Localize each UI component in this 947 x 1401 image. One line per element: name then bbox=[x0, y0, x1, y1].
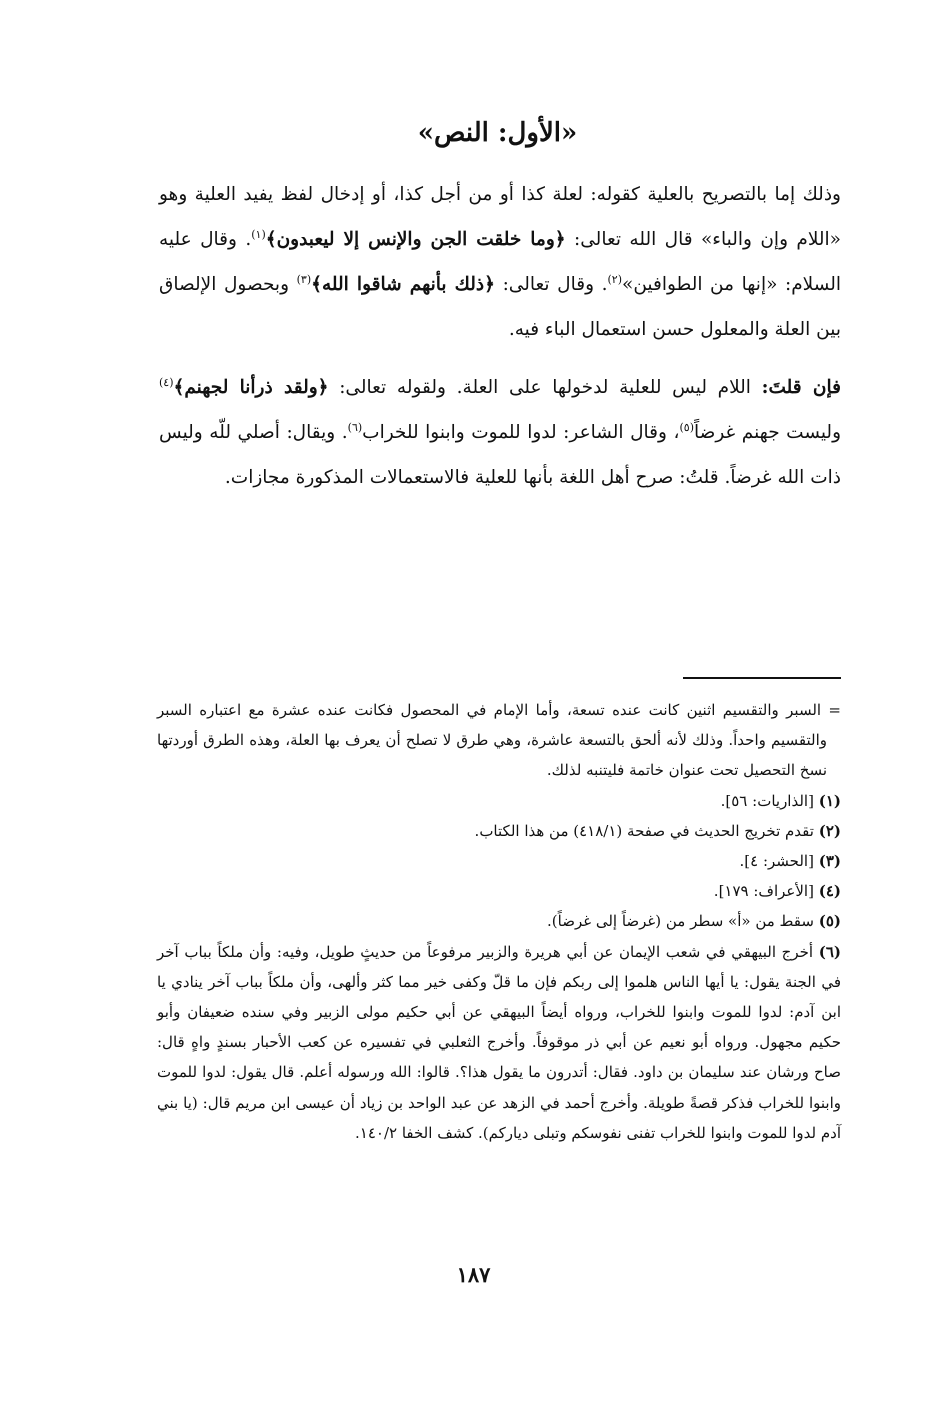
footnote-1 bbox=[157, 786, 841, 816]
footnote-number: (٥) bbox=[818, 912, 841, 931]
footnotes bbox=[157, 695, 841, 1148]
quran-verse: ﴿ذلك بأنهم شاقوا الله﴾ bbox=[311, 274, 495, 295]
text-segment: . وقال تعالى: bbox=[502, 274, 608, 295]
footnote-text: سقط من «أ» سطر من (غرضاً إلى غرضاً). bbox=[547, 912, 814, 931]
text-segment: ، وقال الشاعر: لدوا للموت وابنوا للخراب bbox=[362, 422, 680, 443]
text-segment: وليست جهنم غرضاً bbox=[694, 422, 842, 443]
footnote-text: [الأعراف: ١٧٩]. bbox=[713, 882, 814, 901]
page-number: ١٨٧ bbox=[456, 1262, 491, 1287]
footnote-ref: (٦) bbox=[347, 420, 363, 434]
footnote-divider bbox=[683, 677, 841, 679]
paragraph-2 bbox=[159, 365, 841, 500]
footnote-text: تقدم تخريج الحديث في صفحة (٤١٨/١) من هذا الكتاب. bbox=[474, 821, 814, 840]
footnote-ref: (٤) bbox=[159, 375, 174, 389]
footnote-number: (٦) bbox=[818, 942, 841, 961]
footnote-5 bbox=[157, 906, 841, 936]
text-segment: وبحصول الإلصاق بين العلة والمعلول حسن استعمال الباء فيه. bbox=[159, 274, 841, 340]
footnote-2 bbox=[157, 816, 841, 846]
main-text bbox=[159, 172, 841, 500]
footnote-number: (٣) bbox=[818, 852, 841, 871]
text-segment: وذلك إما بالتصريح بالعلية كقوله: لعلة كذا أو من أجل كذا، أو إدخال لفظ يفيد العلية وهو «اللام وإن والباء» قال الله تعالى: bbox=[159, 184, 841, 250]
footnote-ref: (١) bbox=[251, 227, 266, 241]
footnote-text: [الحشر: ٤]. bbox=[739, 852, 814, 871]
quran-verse: ﴿وما خلقت الجن والإنس إلا ليعبدون﴾ bbox=[265, 229, 566, 250]
text-segment: . ويقال: أصلي للّه وليس ذات الله غرضاً. قلتُ: صرح أهل اللغة بأنها للعلية فالاستعمالات المذكورة مجازات. bbox=[159, 422, 841, 488]
footnote-ref: (٥) bbox=[679, 420, 694, 434]
footnote-text: [الذاريات: ٥٦]. bbox=[720, 791, 814, 810]
footnote-number: (٢) bbox=[818, 821, 841, 840]
footnote-text: أخرج البيهقي في شعب الإيمان عن أبي هريرة والزبير مرفوعاً من حديثٍ طويل، وفيه: وأن ملكاً بباب آخر في الجنة يقول: يا أيها الناس هلموا إلى ربكم فإن ما قلّ وكفى خير مما كثر وألهى، وأن ملكاً بباب آخر ينادي يا ابن آدم: لدوا للموت وابنوا للخراب، ورواه أيضاً البيهقي عن أبي حكيم مولى الزبير وفي سنده ضعيفان وأبو حكيم مجهول. ورواه أبو نعيم عن أبي ذر موقوفاً. وأخرج الثعلبي في تفسيره عن كعب الأحبار بسندٍ واهٍ قال: صاح ورشان عند سليمان بن داود. فقال: أتدرون ما يقول هذا؟. قالوا: الله ورسوله أعلم. قال يقول: لدوا للموت وابنوا للخراب فذكر قصةً طويلة. وأخرج أحمد في الزهد عن عبد الواحد بن زياد أن عيسى ابن مريم قال: (يا بني آدم لدوا للموت وابنوا للخراب تفنى نفوسكم وتبلى دياركم). كشف الخفا ١٤٠/٢. bbox=[157, 942, 841, 1142]
footnote-continuation: = السبر والتقسيم اثنين كانت عنده تسعة، وأما الإمام في المحصول فكانت عنده عشرة مع اعتباره السبر والتقسيم واحداً. وذلك لأنه ألحق بالتسعة عاشرة، وهي طرق لا تصلح أن يعرف بها العلة، وهذه الطرق أوردتها نسخ التحصيل تحت عنوان خاتمة فليتنبه لذلك. bbox=[157, 701, 841, 780]
quran-verse: ﴿ولقد ذرأنا لجهنم﴾ bbox=[173, 377, 329, 398]
chapter-title: «الأول: النص» bbox=[417, 118, 578, 148]
footnote-number: (٤) bbox=[818, 882, 841, 901]
text-segment: . وقال عليه السلام: «إنها من الطوافين» bbox=[159, 229, 841, 295]
objection-lead: فإن قلتَ: bbox=[761, 377, 841, 398]
footnote-6 bbox=[157, 937, 841, 1148]
text-segment: اللام ليس للعلية لدخولها على العلة. ولقوله تعالى: bbox=[339, 377, 751, 398]
footnote-4 bbox=[157, 876, 841, 906]
footnote-number: (١) bbox=[818, 791, 841, 810]
footnote-ref: (٣) bbox=[296, 272, 312, 286]
footnote-ref: (٢) bbox=[607, 272, 622, 286]
paragraph-1 bbox=[159, 172, 841, 352]
footnote-3 bbox=[157, 846, 841, 876]
